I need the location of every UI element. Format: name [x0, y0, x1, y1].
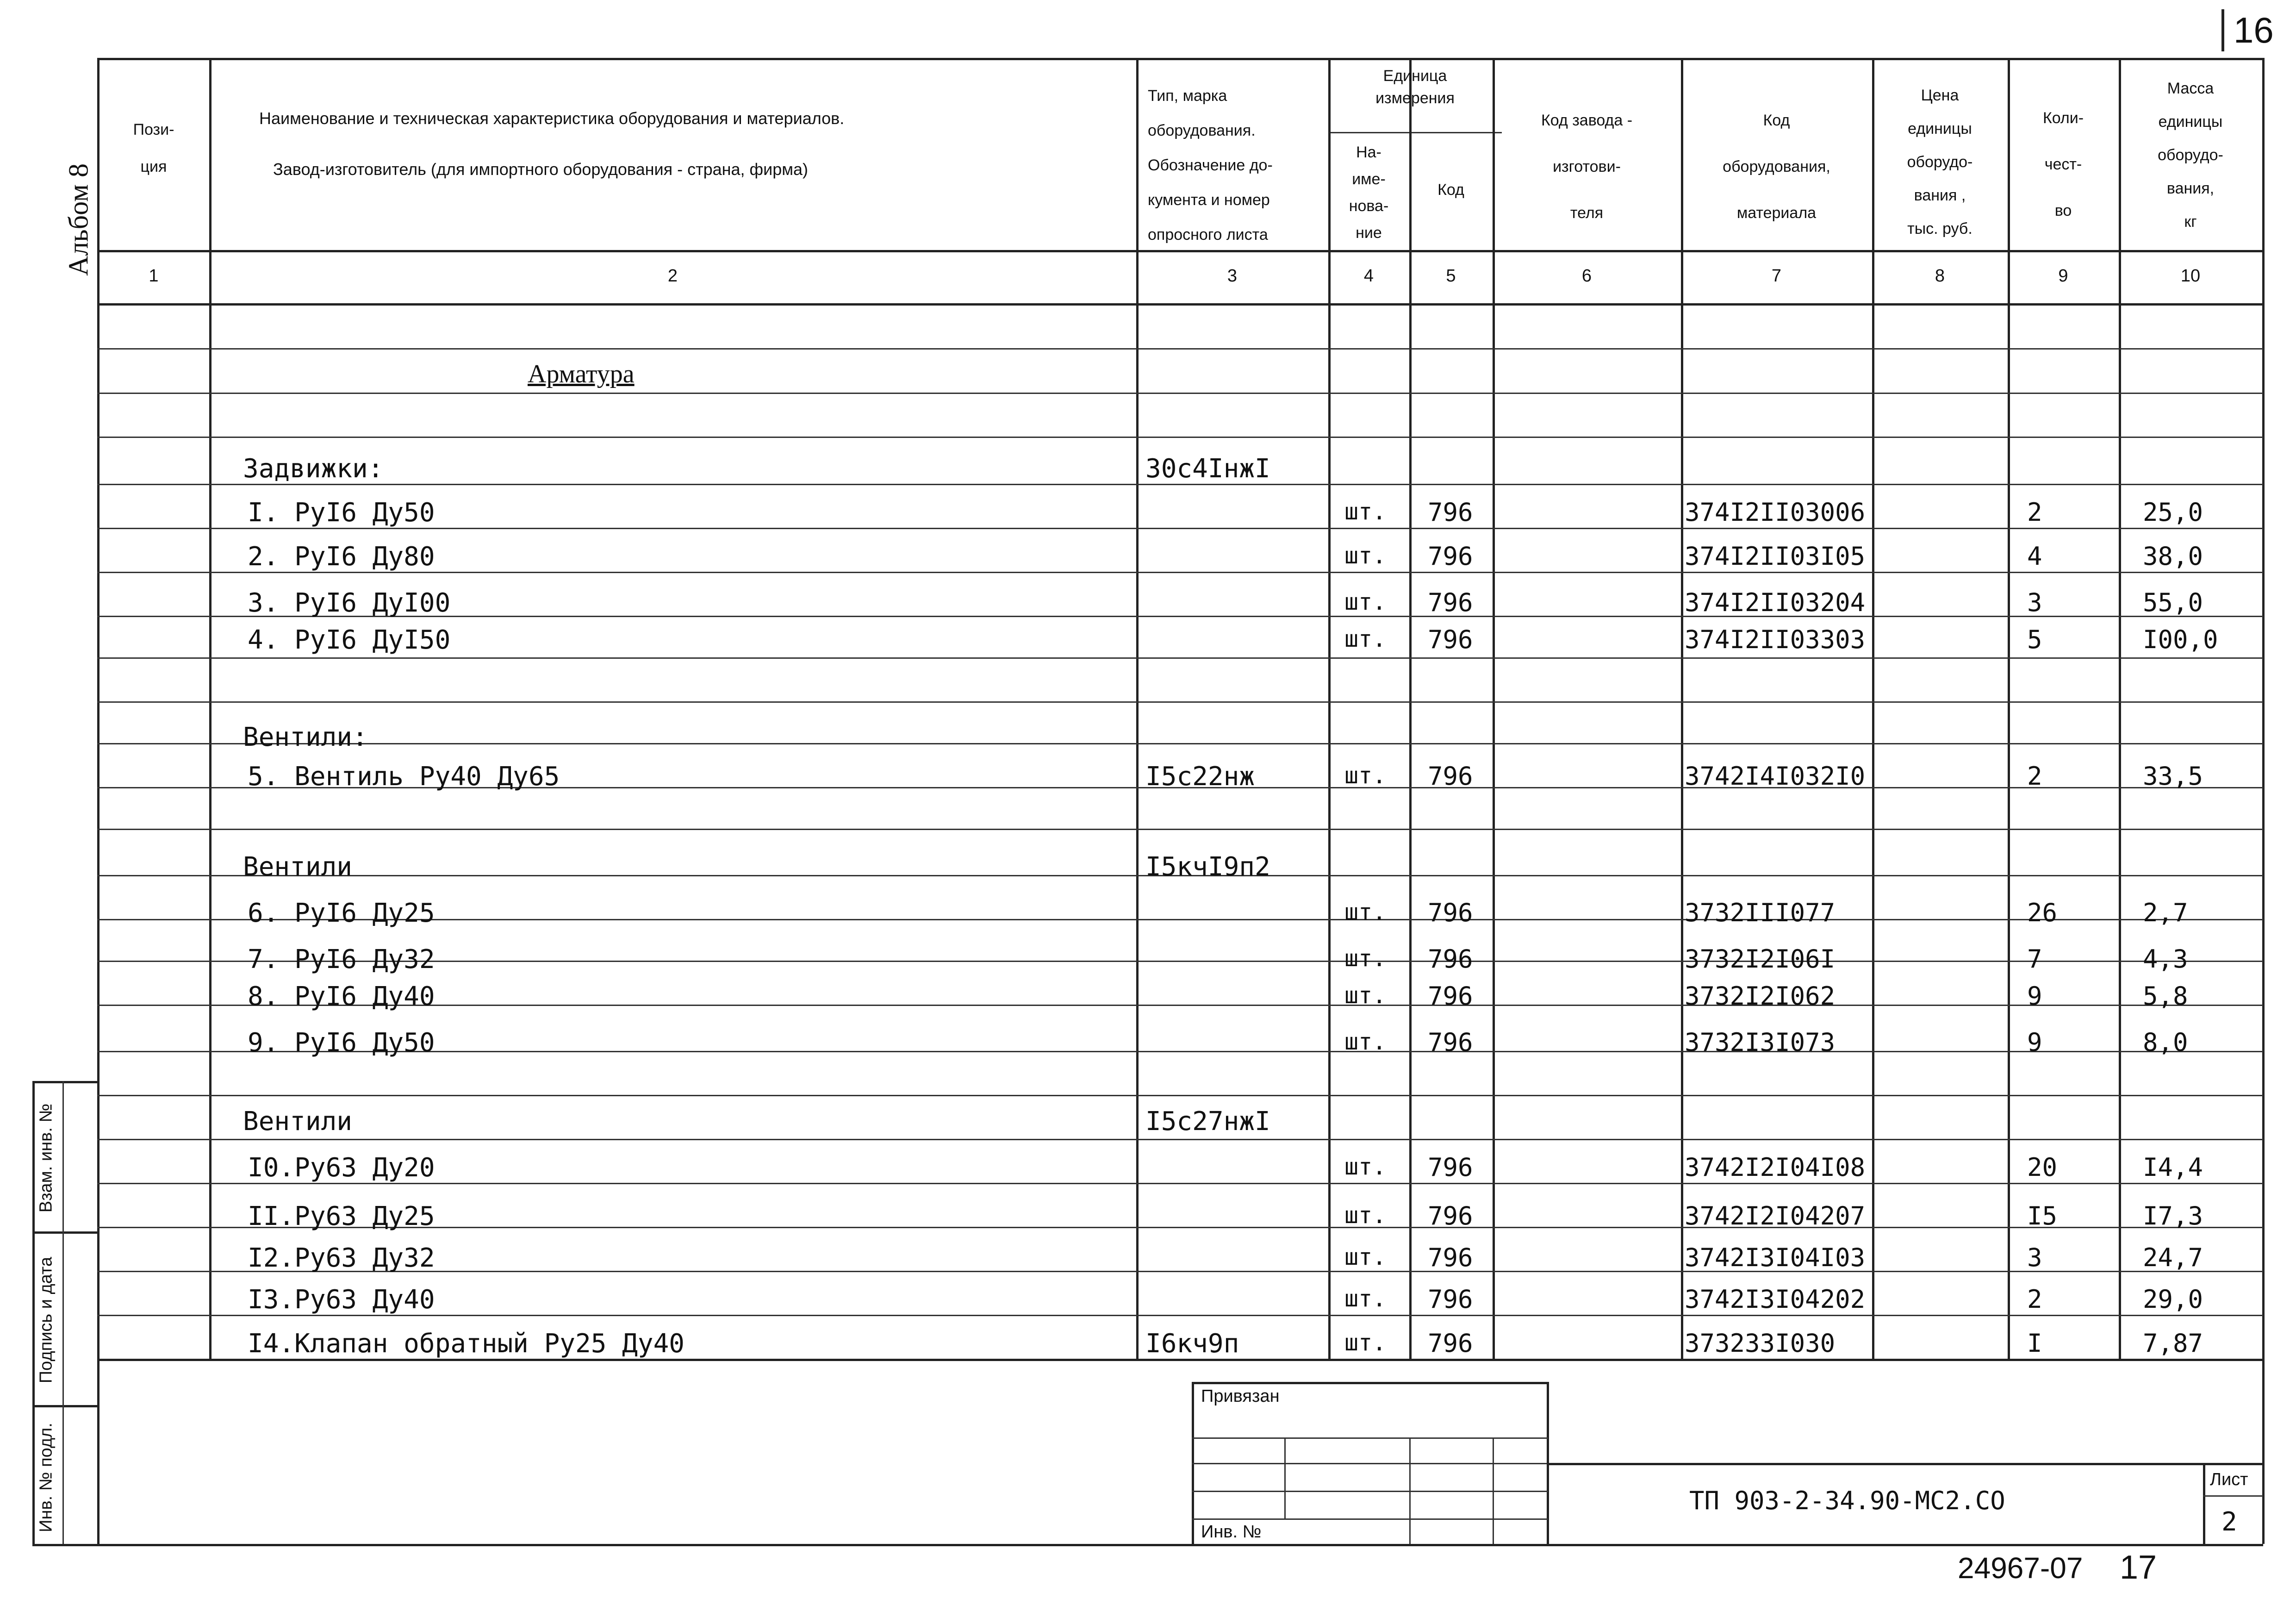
archive-number: 24967-07	[1958, 1551, 2083, 1585]
row-name: Вентили	[243, 852, 353, 882]
header-type: Тип, марка оборудования. Обозначение до- кумента и номер опросного листа	[1148, 87, 1273, 244]
row-equipment-code: 3732I2I06I	[1685, 944, 1836, 974]
row-equipment-code: 3732I3I073	[1685, 1028, 1836, 1057]
row-name: I3.Ру63 Ду40	[248, 1285, 435, 1315]
row-equipment-code: 3742I2I04207	[1685, 1201, 1866, 1230]
row-quantity: I	[2027, 1329, 2042, 1358]
row-mass: 24,7	[2143, 1243, 2203, 1272]
row-unit-code: 796	[1428, 1329, 1473, 1358]
row-name: Вентили	[243, 1106, 353, 1137]
row-unit: шт.	[1344, 588, 1387, 615]
row-name: 9. РуI6 Ду50	[248, 1028, 435, 1058]
row-unit: шт.	[1344, 1285, 1387, 1312]
row-name: I. РуI6 Ду50	[248, 498, 435, 528]
album-label: Альбом 8	[63, 163, 94, 276]
stamp-podpis: Подпись и дата	[36, 1256, 56, 1384]
row-unit: шт.	[1344, 498, 1387, 525]
row-unit-code: 796	[1428, 625, 1473, 654]
row-equipment-code: 3742I3I04I03	[1685, 1243, 1866, 1272]
col-num-2: 2	[667, 266, 678, 286]
header-position: Пози- ция	[133, 121, 174, 175]
col-num-5: 5	[1446, 266, 1456, 286]
row-type: 30с4IнжI	[1145, 454, 1270, 484]
row-name: Задвижки:	[243, 454, 384, 484]
row-mass: 38,0	[2143, 542, 2203, 571]
row-equipment-code: 3732I2I062	[1685, 981, 1836, 1011]
row-unit-code: 796	[1428, 1201, 1473, 1230]
row-name: 6. РуI6 Ду25	[248, 898, 435, 928]
row-unit-code: 796	[1428, 498, 1473, 527]
col-num-6: 6	[1581, 266, 1592, 286]
row-unit-code: 796	[1428, 762, 1473, 791]
row-equipment-code: 374I2II03006	[1685, 498, 1866, 527]
row-equipment-code: 3742I2I04I08	[1685, 1153, 1866, 1182]
row-unit-code: 796	[1428, 1153, 1473, 1182]
row-unit: шт.	[1344, 1329, 1387, 1356]
row-unit-code: 796	[1428, 1243, 1473, 1272]
row-mass: 29,0	[2143, 1285, 2203, 1314]
col-num-3: 3	[1227, 266, 1238, 286]
archive-index: 17	[2120, 1549, 2157, 1586]
row-unit-code: 796	[1428, 898, 1473, 927]
header-unit: Единица измерения	[1375, 67, 1455, 107]
row-mass: 33,5	[2143, 762, 2203, 791]
row-quantity: 7	[2027, 944, 2042, 974]
row-mass: 7,87	[2143, 1329, 2203, 1358]
row-quantity: 3	[2027, 1243, 2042, 1272]
section-title: Арматура	[528, 360, 635, 388]
col-num-1: 1	[149, 266, 159, 286]
col-num-4: 4	[1363, 266, 1374, 286]
row-quantity: 9	[2027, 1028, 2042, 1057]
row-equipment-code: 3742I4I032I0	[1685, 762, 1866, 791]
row-quantity: 26	[2027, 898, 2058, 927]
row-name: II.Ру63 Ду25	[248, 1201, 435, 1231]
row-unit-code: 796	[1428, 1285, 1473, 1314]
row-quantity: I5	[2027, 1201, 2058, 1230]
row-unit-code: 796	[1428, 1028, 1473, 1057]
row-name: 8. РуI6 Ду40	[248, 981, 435, 1012]
col-num-7: 7	[1771, 266, 1782, 286]
row-equipment-code: 374I2II03I05	[1685, 542, 1866, 571]
row-equipment-code: 374I2II03303	[1685, 625, 1866, 654]
header-price: Цена единицы оборудо- вания , тыс. руб.	[1907, 87, 1973, 237]
inv-no-label: Инв. №	[1201, 1522, 1262, 1542]
privyazan-label: Привязан	[1201, 1387, 1280, 1406]
row-unit: шт.	[1344, 542, 1387, 569]
header-name-line2: Завод-изготовитель (для импортного оборудования - страна, фирма)	[273, 160, 809, 179]
row-quantity: 2	[2027, 762, 2042, 791]
row-quantity: 2	[2027, 498, 2042, 527]
header-unit-code: Код	[1437, 181, 1464, 199]
row-mass: 55,0	[2143, 588, 2203, 617]
row-quantity: 20	[2027, 1153, 2058, 1182]
row-name: I0.Ру63 Ду20	[248, 1153, 435, 1183]
stamp-inv: Инв. № подл.	[36, 1423, 56, 1532]
row-unit-code: 796	[1428, 542, 1473, 571]
header-quantity: Коли- чест- во	[2042, 109, 2084, 219]
row-type: I5с27нжI	[1145, 1106, 1270, 1137]
row-name: Вентили:	[243, 722, 368, 752]
row-quantity: 3	[2027, 588, 2042, 617]
row-mass: 5,8	[2143, 981, 2188, 1011]
row-equipment-code: 373233I030	[1685, 1329, 1836, 1358]
corner-number: 16	[2221, 9, 2274, 51]
sheet-label: Лист	[2210, 1470, 2248, 1489]
header-factory-code: Код завода - изготови- теля	[1541, 112, 1633, 222]
row-mass: I4,4	[2143, 1153, 2203, 1182]
row-name: 2. РуI6 Ду80	[248, 542, 435, 572]
document-code: ТП 903-2-34.90-МС2.СО	[1689, 1486, 2005, 1515]
row-name: 7. РуI6 Ду32	[248, 944, 435, 974]
sheet-number: 2	[2221, 1507, 2237, 1537]
row-equipment-code: 3742I3I04202	[1685, 1285, 1866, 1314]
col-num-9: 9	[2058, 266, 2068, 286]
row-name: I2.Ру63 Ду32	[248, 1243, 435, 1273]
row-name: 3. РуI6 ДуI00	[248, 588, 451, 618]
row-unit: шт.	[1344, 762, 1387, 789]
row-unit: шт.	[1344, 625, 1387, 652]
stamp-vzam: Взам. инв. №	[36, 1103, 56, 1213]
row-unit: шт.	[1344, 982, 1387, 1009]
row-unit: шт.	[1344, 1243, 1387, 1270]
row-equipment-code: 3732III077	[1685, 898, 1836, 927]
header-unit-name: На- име- нова- ние	[1349, 144, 1389, 242]
row-quantity: 5	[2027, 625, 2042, 654]
row-mass: 4,3	[2143, 944, 2188, 974]
row-mass: 25,0	[2143, 498, 2203, 527]
row-unit: шт.	[1344, 899, 1387, 925]
header-mass: Масса единицы оборудо- вания, кг	[2158, 80, 2223, 231]
row-unit-code: 796	[1428, 588, 1473, 617]
row-unit: шт.	[1344, 945, 1387, 972]
row-name: 5. Вентиль Ру40 Ду65	[248, 762, 560, 792]
row-quantity: 4	[2027, 542, 2042, 571]
row-unit: шт.	[1344, 1202, 1387, 1229]
row-quantity: 2	[2027, 1285, 2042, 1314]
row-unit-code: 796	[1428, 981, 1473, 1011]
row-mass: 2,7	[2143, 898, 2188, 927]
row-mass: I7,3	[2143, 1201, 2203, 1230]
col-num-8: 8	[1935, 266, 1945, 286]
row-quantity: 9	[2027, 981, 2042, 1011]
col-num-10: 10	[2180, 266, 2201, 286]
row-type: I5кчI9п2	[1145, 852, 1270, 882]
row-name: I4.Клапан обратный Ру25 Ду40	[248, 1329, 685, 1359]
row-mass: 8,0	[2143, 1028, 2188, 1057]
header-name-line1: Наименование и техническая характеристика оборудования и материалов.	[259, 109, 845, 128]
row-name: 4. РуI6 ДуI50	[248, 625, 451, 655]
row-type: I5с22нж	[1145, 762, 1255, 792]
row-unit-code: 796	[1428, 944, 1473, 974]
header-equip-code: Код оборудования, материала	[1723, 112, 1830, 222]
row-type: I6кч9п	[1145, 1329, 1239, 1359]
row-mass: I00,0	[2143, 625, 2218, 654]
row-unit: шт.	[1344, 1153, 1387, 1180]
row-equipment-code: 374I2II03204	[1685, 588, 1866, 617]
row-unit: шт.	[1344, 1028, 1387, 1055]
